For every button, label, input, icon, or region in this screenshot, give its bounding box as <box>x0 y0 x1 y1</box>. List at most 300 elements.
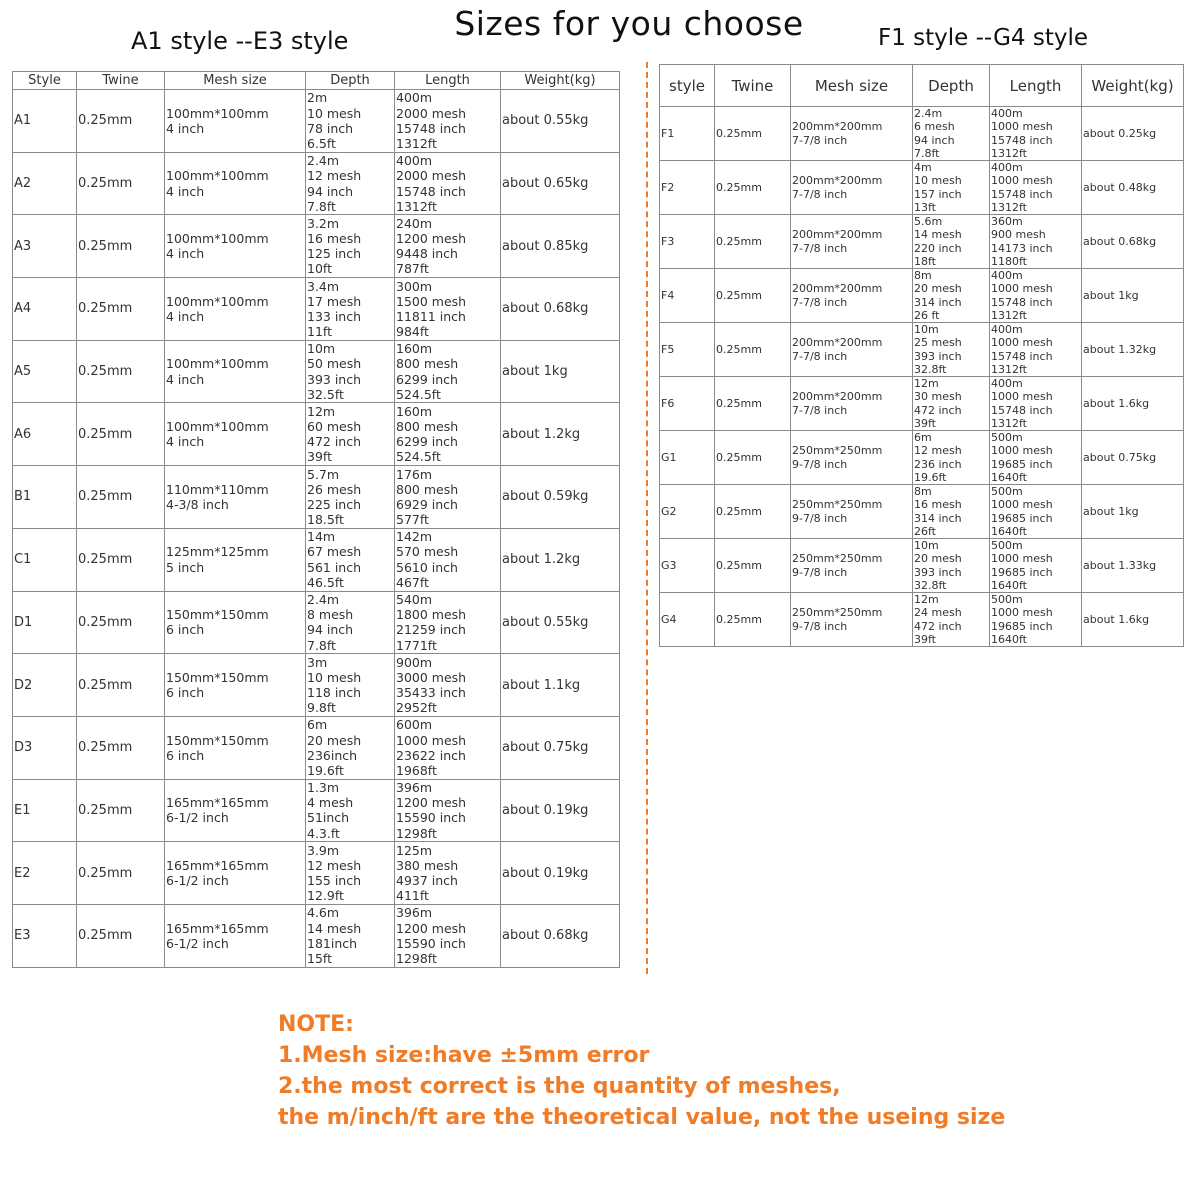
note-block <box>278 1009 1005 1133</box>
depth-cell-line: 20 mesh <box>307 732 362 748</box>
note-line-3: the m/inch/ft are the theoretical value, not the useing size <box>278 1105 1006 1130</box>
depth-cell-line: 25 mesh <box>914 336 962 350</box>
length-cell-line: 300m <box>396 278 433 294</box>
depth-cell-line: 5.6m <box>914 215 943 229</box>
mesh-size-cell-line: 6-1/2 inch <box>166 810 229 826</box>
twine-cell: 0.25mm <box>77 716 165 779</box>
length-cell-line: 360m <box>991 215 1023 229</box>
style-cell: F6 <box>660 377 715 431</box>
depth-cell-line: 20 mesh <box>914 282 962 296</box>
length-cell-line: 1000 mesh <box>991 174 1053 188</box>
depth-cell-line: 2.4m <box>914 107 943 121</box>
mesh-size-cell <box>791 431 913 485</box>
twine-cell: 0.25mm <box>77 466 165 529</box>
depth-cell-line: 12 mesh <box>307 857 362 873</box>
mesh-size-cell-line: 7-7/8 inch <box>792 403 848 417</box>
length-cell-line: 2952ft <box>396 700 437 716</box>
length-cell-line: 400m <box>991 107 1023 121</box>
weight-cell: about 0.19kg <box>501 779 620 842</box>
mesh-size-cell-line: 4 inch <box>166 434 205 450</box>
weight-cell: about 0.25kg <box>1082 107 1184 161</box>
length-cell-line: 21259 inch <box>396 622 466 638</box>
length-cell-line: 19685 inch <box>991 457 1053 471</box>
note-heading: NOTE: <box>278 1012 354 1037</box>
mesh-size-cell <box>791 485 913 539</box>
length-cell-line: 14173 inch <box>991 241 1053 255</box>
length-cell-line: 160m <box>396 341 433 357</box>
weight-cell: about 0.68kg <box>501 904 620 967</box>
length-cell-line: 9448 inch <box>396 246 458 262</box>
mesh-size-cell-line: 6-1/2 inch <box>166 935 229 951</box>
length-cell-line: 1312ft <box>396 136 437 152</box>
twine-cell: 0.25mm <box>77 340 165 403</box>
mesh-size-cell-line: 250mm*250mm <box>792 498 883 512</box>
weight-cell: about 1.1kg <box>501 654 620 717</box>
table-row <box>13 591 620 654</box>
dashed-divider <box>646 62 648 974</box>
length-cell-line: 1968ft <box>396 762 437 778</box>
twine-cell: 0.25mm <box>77 90 165 153</box>
mesh-size-cell-line: 4 inch <box>166 183 205 199</box>
header-mesh-size: Mesh size <box>165 72 306 90</box>
table-row <box>660 539 1184 593</box>
mesh-size-cell-line: 100mm*100mm <box>166 419 269 435</box>
weight-cell: about 1kg <box>501 340 620 403</box>
table-row <box>13 215 620 278</box>
length-cell-line: 35433 inch <box>396 685 466 701</box>
style-cell: F4 <box>660 269 715 323</box>
length-cell-line: 15748 inch <box>991 187 1053 201</box>
style-cell: F2 <box>660 161 715 215</box>
length-cell <box>395 466 501 529</box>
depth-cell <box>913 161 990 215</box>
length-cell-line: 1312ft <box>991 362 1027 376</box>
mesh-size-cell <box>165 654 306 717</box>
length-cell <box>395 403 501 466</box>
depth-cell-line: 4.3.ft <box>307 825 340 841</box>
depth-cell-line: 26 ft <box>914 308 940 322</box>
mesh-size-cell <box>791 593 913 647</box>
mesh-size-cell-line: 250mm*250mm <box>792 552 883 566</box>
mesh-size-cell-line: 250mm*250mm <box>792 606 883 620</box>
depth-cell-line: 32.8ft <box>914 362 947 376</box>
mesh-size-cell-line: 100mm*100mm <box>166 293 269 309</box>
table-row <box>13 904 620 967</box>
header-style: style <box>660 65 715 107</box>
length-cell-line: 400m <box>991 269 1023 283</box>
length-cell-line: 1000 mesh <box>396 732 467 748</box>
length-cell-line: 524.5ft <box>396 386 441 402</box>
depth-cell-line: 60 mesh <box>307 419 362 435</box>
weight-cell: about 0.68kg <box>1082 215 1184 269</box>
depth-cell <box>913 485 990 539</box>
depth-cell-line: 3.4m <box>307 278 340 294</box>
table-row <box>13 278 620 341</box>
mesh-size-cell <box>165 842 306 905</box>
depth-cell-line: 8m <box>914 485 932 499</box>
depth-cell-line: 3.2m <box>307 215 340 231</box>
length-cell-line: 15590 inch <box>396 810 466 826</box>
length-cell <box>990 107 1082 161</box>
length-cell-line: 396m <box>396 905 433 921</box>
mesh-size-cell <box>165 403 306 466</box>
length-cell-line: 6929 inch <box>396 496 458 512</box>
mesh-size-cell-line: 9-7/8 inch <box>792 511 848 525</box>
mesh-size-cell <box>165 528 306 591</box>
length-cell-line: 800 mesh <box>396 481 459 497</box>
length-cell <box>990 539 1082 593</box>
length-cell-line: 1000 mesh <box>991 120 1053 134</box>
header-twine: Twine <box>715 65 791 107</box>
length-cell-line: 500m <box>991 431 1023 445</box>
weight-cell: about 0.68kg <box>501 278 620 341</box>
mesh-size-cell-line: 4 inch <box>166 246 205 262</box>
length-cell-line: 500m <box>991 539 1023 553</box>
length-cell-line: 15748 inch <box>991 133 1053 147</box>
table-row <box>660 323 1184 377</box>
length-cell-line: 400m <box>396 153 433 169</box>
depth-cell-line: 10 mesh <box>914 174 962 188</box>
style-cell: E3 <box>13 904 77 967</box>
twine-cell: 0.25mm <box>77 528 165 591</box>
mesh-size-cell-line: 200mm*200mm <box>792 282 883 296</box>
table-row <box>13 779 620 842</box>
weight-cell: about 1.2kg <box>501 528 620 591</box>
depth-cell <box>913 323 990 377</box>
length-cell-line: 524.5ft <box>396 449 441 465</box>
style-cell: E2 <box>13 842 77 905</box>
length-cell-line: 5610 inch <box>396 559 458 575</box>
depth-cell-line: 18ft <box>914 254 936 268</box>
length-cell-line: 400m <box>991 323 1023 337</box>
length-cell <box>395 779 501 842</box>
depth-cell-line: 12.9ft <box>307 888 344 904</box>
twine-cell: 0.25mm <box>715 539 791 593</box>
depth-cell <box>306 779 395 842</box>
depth-cell-line: 39ft <box>914 416 936 430</box>
length-cell-line: 800 mesh <box>396 356 459 372</box>
length-cell-line: 23622 inch <box>396 747 466 763</box>
mesh-size-cell-line: 4 inch <box>166 371 205 387</box>
depth-cell-line: 393 inch <box>307 371 362 387</box>
depth-cell-line: 393 inch <box>914 349 962 363</box>
depth-cell <box>913 539 990 593</box>
length-cell-line: 1298ft <box>396 950 437 966</box>
depth-cell-line: 5.7m <box>307 466 340 482</box>
mesh-size-cell-line: 200mm*200mm <box>792 174 883 188</box>
depth-cell-line: 4 mesh <box>307 795 354 811</box>
length-cell-line: 3000 mesh <box>396 669 467 685</box>
table-header-row <box>13 72 620 90</box>
header-depth: Depth <box>913 65 990 107</box>
table-row <box>660 215 1184 269</box>
length-cell-line: 1312ft <box>991 200 1027 214</box>
depth-cell-line: 472 inch <box>307 434 362 450</box>
depth-cell-line: 19.6ft <box>914 470 947 484</box>
depth-cell-line: 16 mesh <box>307 231 362 247</box>
length-cell-line: 1000 mesh <box>991 282 1053 296</box>
twine-cell: 0.25mm <box>77 904 165 967</box>
length-cell-line: 1298ft <box>396 825 437 841</box>
depth-cell-line: 125 inch <box>307 246 362 262</box>
weight-cell: about 0.55kg <box>501 90 620 153</box>
mesh-size-cell-line: 200mm*200mm <box>792 120 883 134</box>
length-cell-line: 15748 inch <box>396 183 466 199</box>
depth-cell <box>306 904 395 967</box>
weight-cell: about 0.65kg <box>501 152 620 215</box>
style-cell: G2 <box>660 485 715 539</box>
mesh-size-cell-line: 100mm*100mm <box>166 105 269 121</box>
length-cell-line: 125m <box>396 842 433 858</box>
depth-cell <box>306 591 395 654</box>
depth-cell-line: 9.8ft <box>307 700 336 716</box>
length-cell <box>990 323 1082 377</box>
table-row <box>660 377 1184 431</box>
size-table-f1-g4 <box>659 64 1184 647</box>
style-cell: D2 <box>13 654 77 717</box>
mesh-size-cell-line: 250mm*250mm <box>792 444 883 458</box>
twine-cell: 0.25mm <box>77 403 165 466</box>
length-cell-line: 15590 inch <box>396 935 466 951</box>
depth-cell-line: 2.4m <box>307 591 340 607</box>
depth-cell-line: 10m <box>914 323 939 337</box>
depth-cell-line: 10m <box>307 341 336 357</box>
twine-cell: 0.25mm <box>77 779 165 842</box>
note-line-1: 1.Mesh size:have ±5mm error <box>278 1043 650 1068</box>
length-cell-line: 15748 inch <box>991 403 1053 417</box>
mesh-size-cell <box>165 591 306 654</box>
depth-cell-line: 26ft <box>914 524 936 538</box>
length-cell <box>990 377 1082 431</box>
table-row <box>13 654 620 717</box>
length-cell <box>395 716 501 779</box>
mesh-size-cell <box>165 215 306 278</box>
length-cell-line: 1771ft <box>396 637 437 653</box>
twine-cell: 0.25mm <box>77 278 165 341</box>
depth-cell-line: 10ft <box>307 261 332 277</box>
depth-cell-line: 50 mesh <box>307 356 362 372</box>
length-cell <box>395 842 501 905</box>
depth-cell-line: 472 inch <box>914 403 962 417</box>
length-cell-line: 15748 inch <box>991 349 1053 363</box>
header-mesh-size: Mesh size <box>791 65 913 107</box>
table-row <box>13 716 620 779</box>
depth-cell-line: 39ft <box>307 449 332 465</box>
weight-cell: about 1.32kg <box>1082 323 1184 377</box>
weight-cell: about 0.19kg <box>501 842 620 905</box>
table-header-row <box>660 65 1184 107</box>
depth-cell-line: 78 inch <box>307 120 354 136</box>
header-weight: Weight(kg) <box>501 72 620 90</box>
length-cell-line: 1640ft <box>991 470 1027 484</box>
table-row <box>13 842 620 905</box>
twine-cell: 0.25mm <box>715 323 791 377</box>
depth-cell-line: 236inch <box>307 747 358 763</box>
length-cell-line: 400m <box>991 377 1023 391</box>
twine-cell: 0.25mm <box>77 215 165 278</box>
weight-cell: about 0.55kg <box>501 591 620 654</box>
style-cell: D3 <box>13 716 77 779</box>
length-cell-line: 400m <box>991 161 1023 175</box>
depth-cell-line: 561 inch <box>307 559 362 575</box>
table-row <box>660 431 1184 485</box>
depth-cell <box>913 431 990 485</box>
depth-cell <box>306 340 395 403</box>
weight-cell: about 1kg <box>1082 269 1184 323</box>
mesh-size-cell-line: 200mm*200mm <box>792 228 883 242</box>
mesh-size-cell <box>165 716 306 779</box>
length-cell-line: 800 mesh <box>396 419 459 435</box>
length-cell-line: 240m <box>396 215 433 231</box>
depth-cell-line: 12m <box>914 377 939 391</box>
length-cell-line: 984ft <box>396 324 429 340</box>
depth-cell-line: 46.5ft <box>307 574 344 590</box>
depth-cell-line: 6 mesh <box>914 120 955 134</box>
depth-cell <box>306 842 395 905</box>
length-cell-line: 19685 inch <box>991 565 1053 579</box>
length-cell <box>395 90 501 153</box>
table-row <box>660 161 1184 215</box>
length-cell-line: 4937 inch <box>396 873 458 889</box>
length-cell-line: 1640ft <box>991 632 1027 646</box>
length-cell <box>395 591 501 654</box>
mesh-size-cell-line: 7-7/8 inch <box>792 349 848 363</box>
length-cell-line: 142m <box>396 529 433 545</box>
twine-cell: 0.25mm <box>77 591 165 654</box>
depth-cell <box>306 215 395 278</box>
length-cell-line: 160m <box>396 403 433 419</box>
mesh-size-cell-line: 6 inch <box>166 622 205 638</box>
table-row <box>13 466 620 529</box>
mesh-size-cell <box>165 904 306 967</box>
depth-cell-line: 472 inch <box>914 619 962 633</box>
mesh-size-cell-line: 7-7/8 inch <box>792 133 848 147</box>
depth-cell <box>913 215 990 269</box>
mesh-size-cell <box>791 323 913 377</box>
length-cell-line: 570 mesh <box>396 544 459 560</box>
length-cell-line: 1312ft <box>396 198 437 214</box>
mesh-size-cell-line: 150mm*150mm <box>166 607 269 623</box>
mesh-size-cell-line: 4 inch <box>166 308 205 324</box>
depth-cell <box>306 152 395 215</box>
depth-cell-line: 19.6ft <box>307 762 344 778</box>
depth-cell-line: 7.8ft <box>307 637 336 653</box>
length-cell-line: 467ft <box>396 574 429 590</box>
depth-cell <box>306 90 395 153</box>
mesh-size-cell-line: 4-3/8 inch <box>166 496 229 512</box>
depth-cell <box>306 278 395 341</box>
length-cell-line: 15748 inch <box>991 295 1053 309</box>
left-table-heading: A1 style --E3 style <box>131 27 349 55</box>
depth-cell-line: 314 inch <box>914 295 962 309</box>
length-cell-line: 1312ft <box>991 146 1027 160</box>
length-cell-line: 900m <box>396 654 433 670</box>
weight-cell: about 0.48kg <box>1082 161 1184 215</box>
depth-cell-line: 8m <box>914 269 932 283</box>
mesh-size-cell-line: 125mm*125mm <box>166 544 269 560</box>
twine-cell: 0.25mm <box>715 485 791 539</box>
weight-cell: about 0.75kg <box>501 716 620 779</box>
style-cell: B1 <box>13 466 77 529</box>
table-row <box>13 528 620 591</box>
weight-cell: about 1kg <box>1082 485 1184 539</box>
depth-cell-line: 225 inch <box>307 496 362 512</box>
length-cell-line: 1500 mesh <box>396 293 467 309</box>
depth-cell-line: 155 inch <box>307 873 362 889</box>
length-cell-line: 19685 inch <box>991 511 1053 525</box>
length-cell-line: 500m <box>991 485 1023 499</box>
mesh-size-cell-line: 6 inch <box>166 685 205 701</box>
length-cell <box>990 431 1082 485</box>
length-cell-line: 1200 mesh <box>396 795 467 811</box>
mesh-size-cell-line: 7-7/8 inch <box>792 241 848 255</box>
header-weight: Weight(kg) <box>1082 65 1184 107</box>
depth-cell-line: 11ft <box>307 324 332 340</box>
depth-cell <box>306 528 395 591</box>
header-depth: Depth <box>306 72 395 90</box>
mesh-size-cell-line: 150mm*150mm <box>166 732 269 748</box>
mesh-size-cell <box>791 377 913 431</box>
weight-cell: about 1.33kg <box>1082 539 1184 593</box>
style-cell: A5 <box>13 340 77 403</box>
weight-cell: about 1.6kg <box>1082 377 1184 431</box>
depth-cell-line: 94 inch <box>914 133 955 147</box>
length-cell <box>395 904 501 967</box>
length-cell-line: 1200 mesh <box>396 231 467 247</box>
length-cell-line: 1312ft <box>991 416 1027 430</box>
size-table-a1-e3 <box>12 71 620 968</box>
style-cell: A4 <box>13 278 77 341</box>
weight-cell: about 0.75kg <box>1082 431 1184 485</box>
length-cell <box>395 278 501 341</box>
mesh-size-cell-line: 9-7/8 inch <box>792 457 848 471</box>
length-cell-line: 1312ft <box>991 308 1027 322</box>
depth-cell-line: 181inch <box>307 935 358 951</box>
depth-cell-line: 18.5ft <box>307 512 344 528</box>
depth-cell-line: 4m <box>914 161 932 175</box>
twine-cell: 0.25mm <box>715 215 791 269</box>
depth-cell-line: 16 mesh <box>914 498 962 512</box>
depth-cell <box>913 269 990 323</box>
depth-cell-line: 12 mesh <box>914 444 962 458</box>
depth-cell-line: 12 mesh <box>307 168 362 184</box>
depth-cell-line: 133 inch <box>307 308 362 324</box>
style-cell: E1 <box>13 779 77 842</box>
depth-cell-line: 14 mesh <box>914 228 962 242</box>
mesh-size-cell <box>791 161 913 215</box>
mesh-size-cell-line: 110mm*110mm <box>166 481 269 497</box>
depth-cell-line: 10 mesh <box>307 105 362 121</box>
length-cell-line: 1000 mesh <box>991 390 1053 404</box>
mesh-size-cell-line: 7-7/8 inch <box>792 187 848 201</box>
length-cell <box>990 269 1082 323</box>
mesh-size-cell-line: 100mm*100mm <box>166 168 269 184</box>
length-cell <box>990 485 1082 539</box>
depth-cell-line: 67 mesh <box>307 544 362 560</box>
length-cell-line: 411ft <box>396 888 429 904</box>
depth-cell <box>306 403 395 466</box>
weight-cell: about 0.59kg <box>501 466 620 529</box>
weight-cell: about 1.6kg <box>1082 593 1184 647</box>
twine-cell: 0.25mm <box>77 842 165 905</box>
depth-cell-line: 26 mesh <box>307 481 362 497</box>
depth-cell-line: 220 inch <box>914 241 962 255</box>
depth-cell <box>913 593 990 647</box>
depth-cell-line: 10m <box>914 539 939 553</box>
mesh-size-cell <box>791 215 913 269</box>
length-cell-line: 19685 inch <box>991 619 1053 633</box>
length-cell <box>990 593 1082 647</box>
